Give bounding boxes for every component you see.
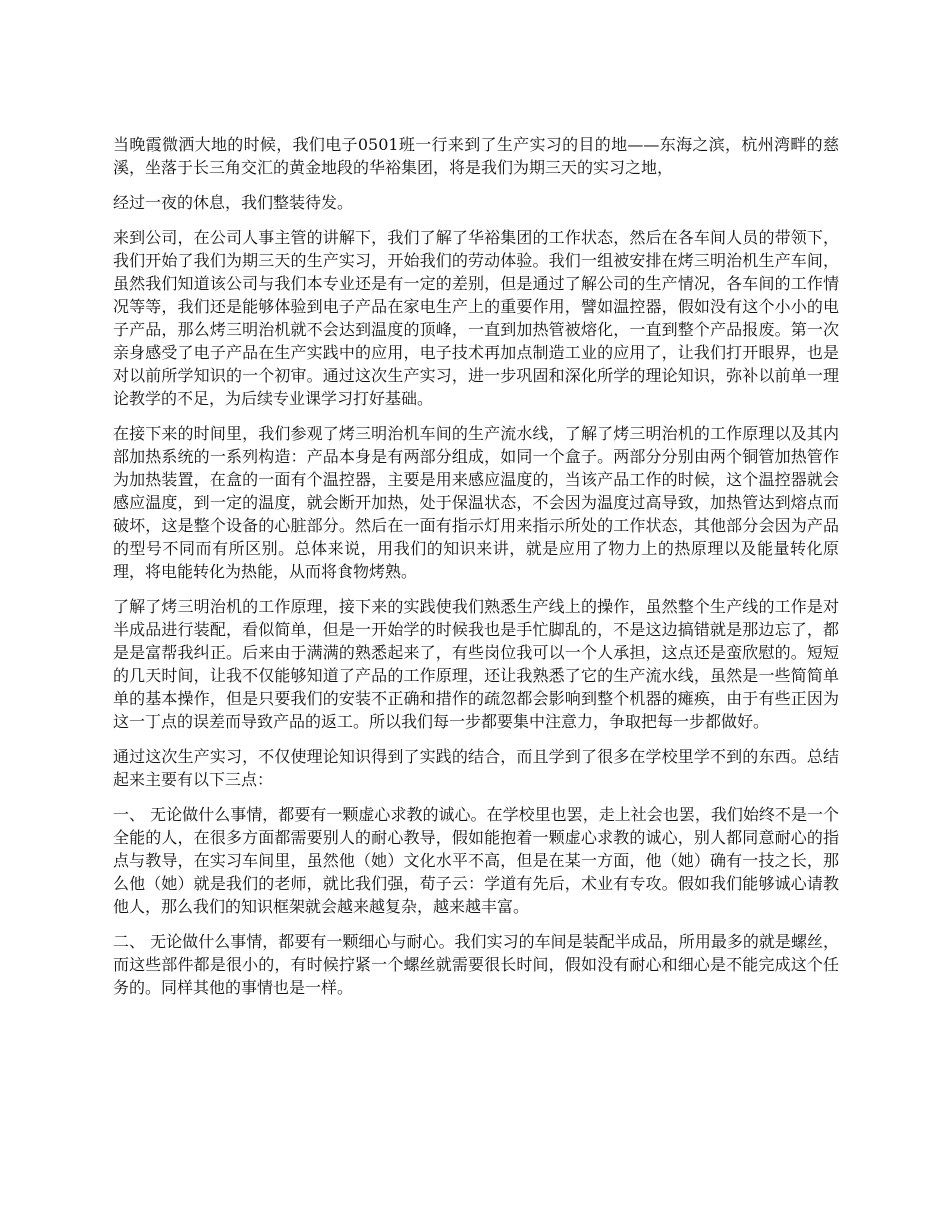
document-page	[113, 133, 839, 1011]
paragraph-production-line: 在接下来的时间里，我们参观了烤三明治机车间的生产流水线，了解了烤三明治机的工作原理以及其内部加热系统的一系列构造：产品本身是有两部分组成，如同一个盒子。两部分分别由两个铜管加热管作为加热装置，在盒的一面有个温控器，主要是用来感应温度的，当该产品工作的时候，这个温控器就会感应温度，到一定的温度，就会断开加热，处于保温状态，不会因为温度过高导致，加热管达到熔点而破坏，这是整个设备的心脏部分。然后在一面有指示灯用来指示所处的工作状态，其他部分会因为产品的型号不同而有所区别。总体来说，用我们的知识来讲，就是应用了物力上的热原理以及能量转化原理，将电能转化为热能，从而将食物烤熟。	[113, 424, 839, 581]
paragraph-company-intro: 来到公司，在公司人事主管的讲解下，我们了解了华裕集团的工作状态，然后在各车间人员的带领下，我们开始了我们为期三天的生产实习，开始我们的劳动体验。我们一组被安排在烤三明治机生产车间，虽然我们知道该公司与我们本专业还是有一定的差别，但是通过了解公司的生产情况，各车间的工作情况等等，我们还是能够体验到电子产品在家电生产上的重要作用，譬如温控器，假如没有这个小小的电子产品，那么烤三明治机就不会达到温度的顶峰，一直到加热管被熔化，一直到整个产品报废。第一次亲身感受了电子产品在生产实践中的应用，电子技术再加点制造工业的应用了，让我们打开眼界，也是对以前所学知识的一个初审。通过这次生产实习，进一步巩固和深化所学的理论知识，弥补以前单一理论教学的不足，为后续专业课学习打好基础。	[113, 228, 839, 408]
paragraph-point-two: 二、 无论做什么事情，都要有一颗细心与耐心。我们实习的车间是装配半成品，所用最多的就是螺丝，而这些部件都是很小的，有时候拧紧一个螺丝就需要很长时间，假如没有耐心和细心是不能完成这个任务的。同样其他的事情也是一样。	[113, 932, 839, 997]
paragraph-practice: 了解了烤三明治机的工作原理，接下来的实践使我们熟悉生产线上的操作，虽然整个生产线的工作是对半成品进行装配，看似简单，但是一开始学的时候我也是手忙脚乱的，不是这边搞错就是那边忘了，都是是富帮我纠正。后来由于满满的熟悉起来了，有些岗位我可以一个人承担，这点还是蛮欣慰的。短短的几天时间，让我不仅能够知道了产品的工作原理，还让我熟悉了它的生产流水线，虽然是一些简简单单的基本操作，但是只要我们的安装不正确和措作的疏忽都会影响到整个机器的瘫痪，由于有些正因为这一丁点的误差而导致产品的返工。所以我们每一步都要集中注意力，争取把每一步都做好。	[113, 597, 839, 731]
paragraph-arrival: 当晚霞微洒大地的时候，我们电子0501班一行来到了生产实习的目的地——东海之滨，杭州湾畔的慈溪，坐落于长三角交汇的黄金地段的华裕集团，将是我们为期三天的实习之地，	[113, 135, 839, 177]
paragraph-point-one: 一、 无论做什么事情，都要有一颗虚心求教的诚心。在学校里也罢，走上社会也罢，我们始终不是一个全能的人，在很多方面都需要别人的耐心教导，假如能抱着一颗虚心求教的诚心，别人都同意耐心的指点与教导，在实习车间里，虽然他（她）文化水平不高，但是在某一方面，他（她）确有一技之长，那么他（她）就是我们的老师，就比我们强，荀子云：学道有先后，术业有专攻。假如我们能够诚心请教他人，那么我们的知识框架就会越来越复杂，越来越丰富。	[113, 805, 839, 916]
paragraph-summary-intro: 通过这次生产实习，不仅使理论知识得到了实践的结合，而且学到了很多在学校里学不到的东西。总结起来主要有以下三点：	[113, 747, 839, 789]
paragraph-rest: 经过一夜的休息，我们整装待发。	[113, 193, 354, 212]
